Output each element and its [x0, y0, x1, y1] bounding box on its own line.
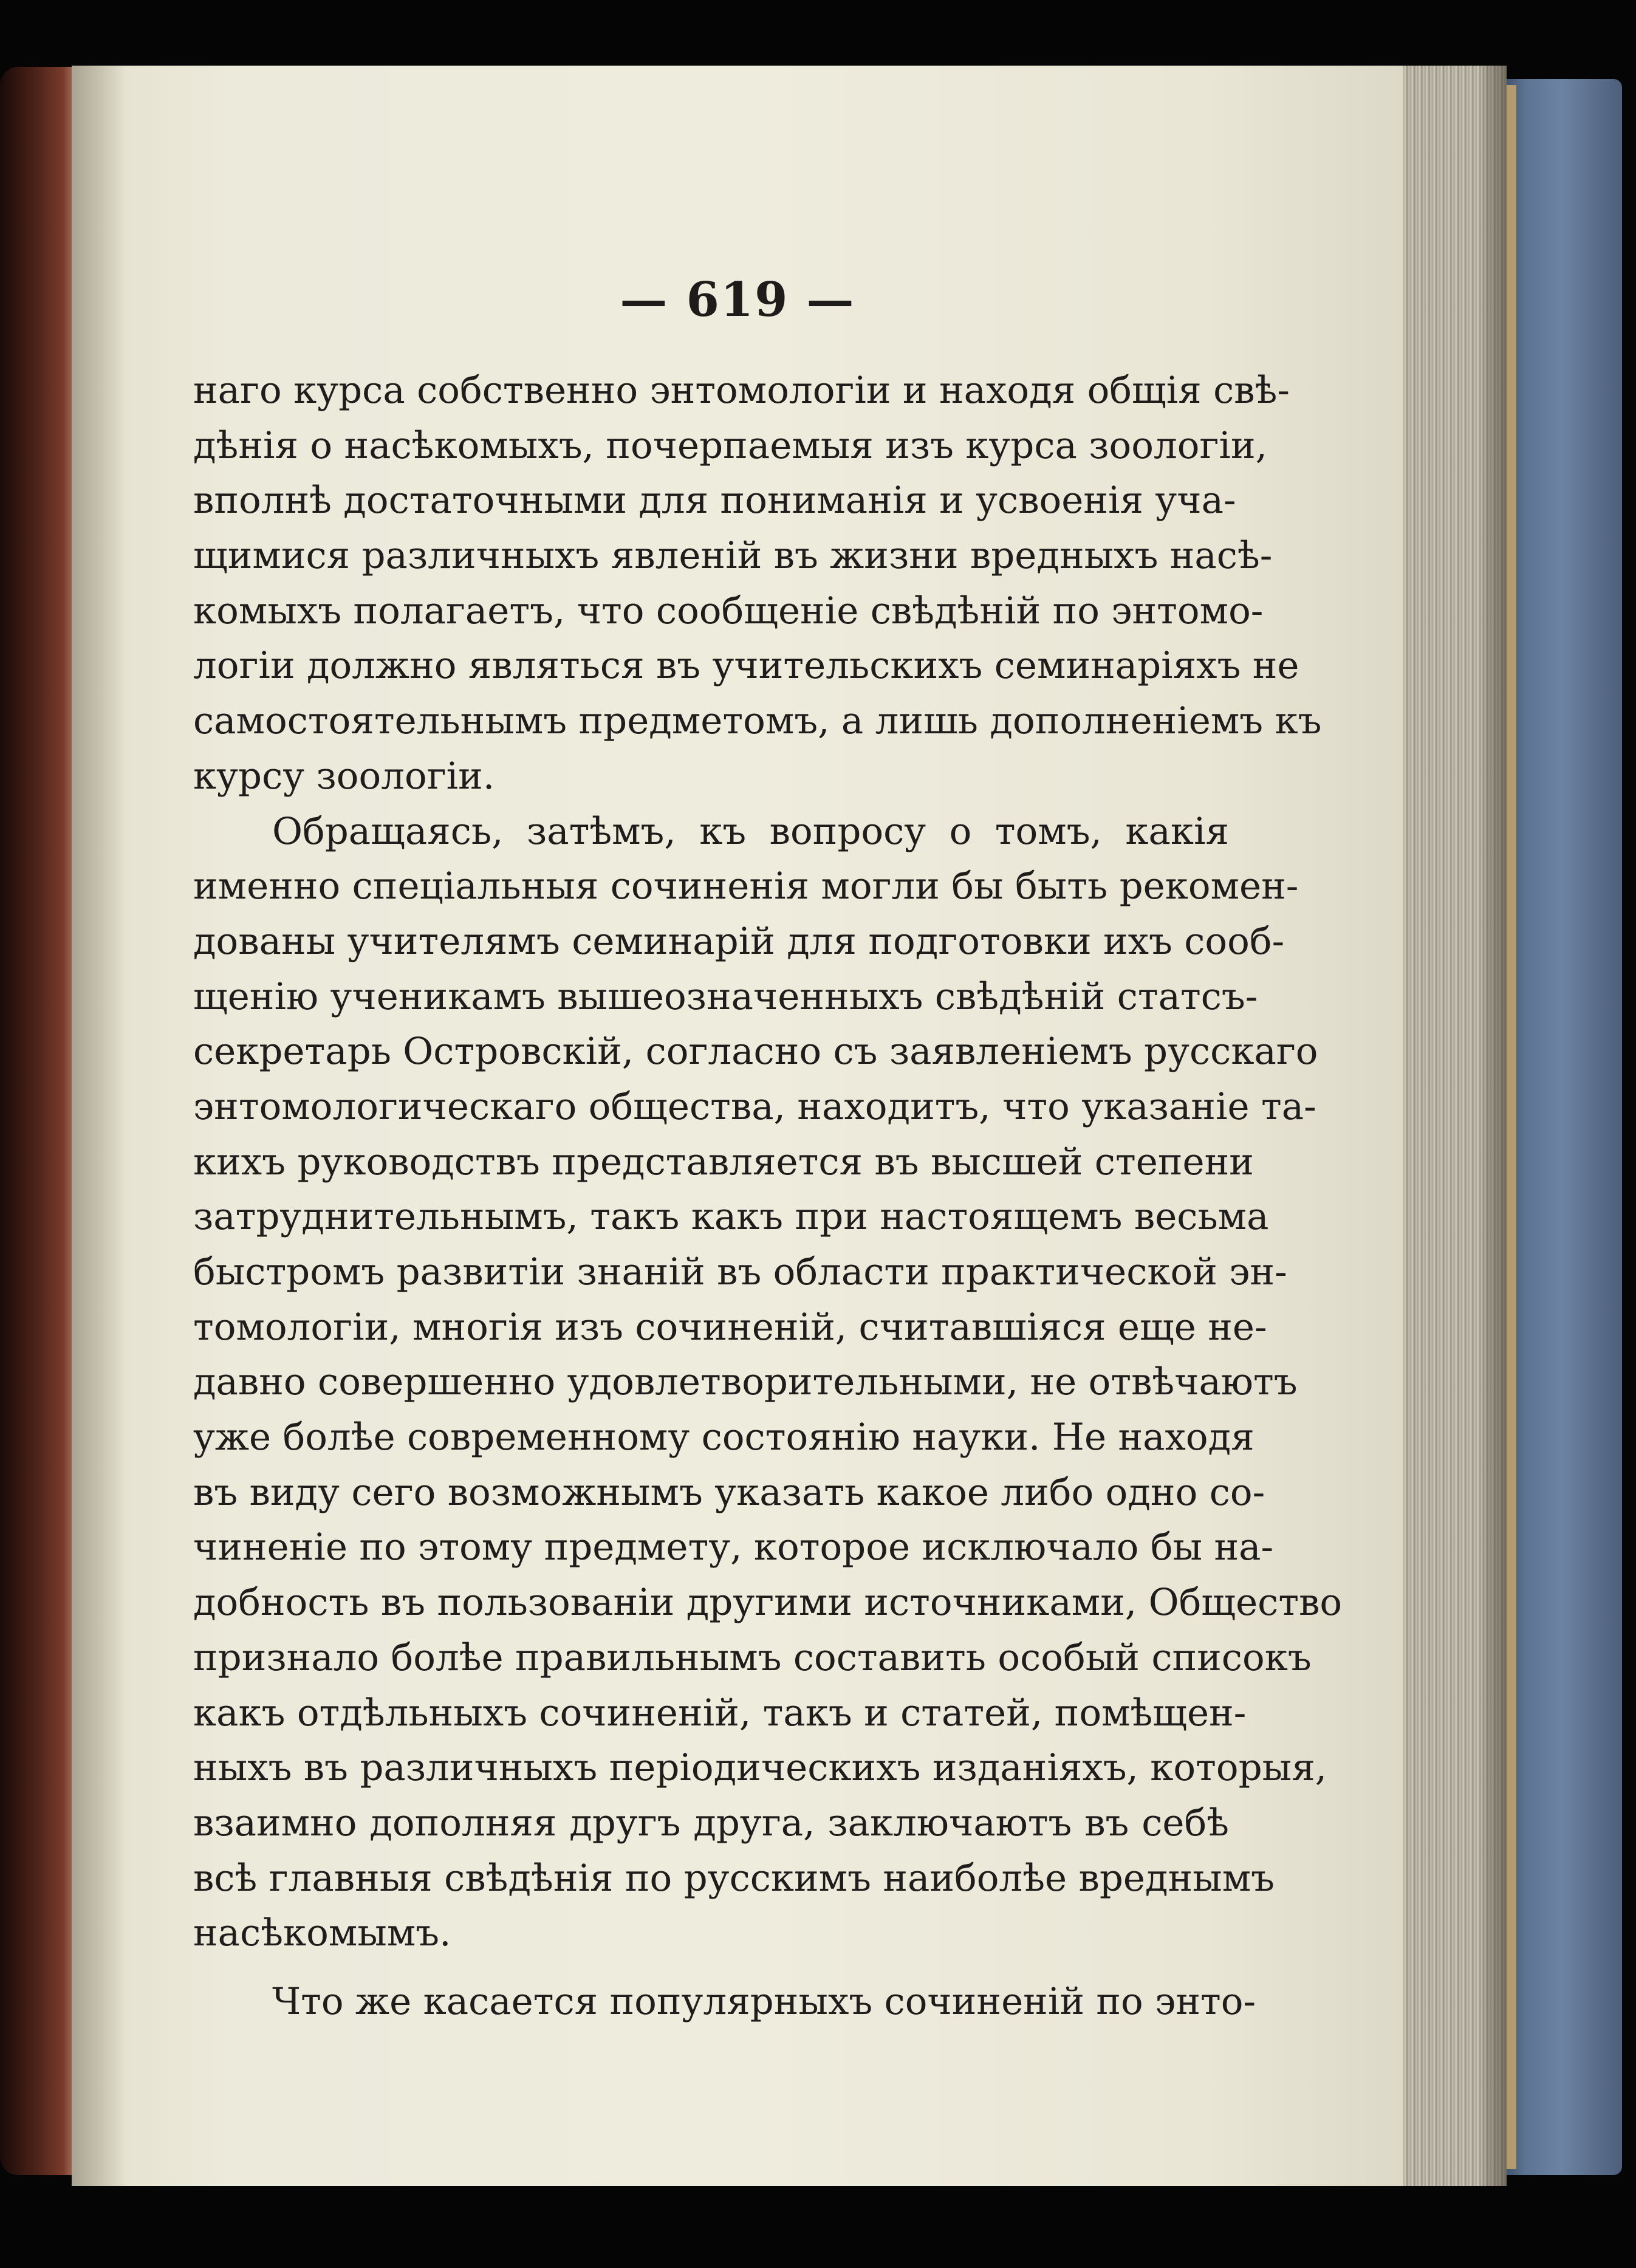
text-line: томологіи, многія изъ сочиненій, считавшіяся еще не-: [193, 1305, 1267, 1349]
text-line: секретарь Островскій, согласно съ заявленіемъ русскаго: [193, 1030, 1318, 1074]
text-line: ныхъ въ различныхъ періодическихъ изданіяхъ, которыя,: [193, 1746, 1327, 1790]
text-line: уже болѣе современному состоянію науки. Не находя: [193, 1416, 1254, 1459]
text-line: какъ отдѣльныхъ сочиненій, такъ и статей, помѣщен-: [193, 1691, 1247, 1735]
text-line: дѣнія о насѣкомыхъ, почерпаемыя изъ курса зоологіи,: [193, 423, 1267, 467]
text-line: наго курса собственно энтомологіи и находя общія свѣ-: [193, 369, 1290, 412]
text-line: дованы учителямъ семинарій для подготовки ихъ сооб-: [193, 919, 1285, 963]
text-line: признало болѣе правильнымъ составить особый списокъ: [193, 1636, 1312, 1679]
text-line: добность въ пользованіи другими источниками, Общество: [193, 1581, 1343, 1625]
text-line: въ виду сего возможнымъ указать какое либо одно со-: [193, 1470, 1265, 1514]
text-line: затруднительнымъ, такъ какъ при настоящемъ весьма: [193, 1195, 1269, 1239]
text-line: щимися различныхъ явленій въ жизни вредныхъ насѣ-: [193, 534, 1273, 578]
text-line: насѣкомымъ.: [193, 1911, 451, 1955]
book-page: [72, 66, 1403, 2186]
text-line: вполнѣ достаточными для пониманія и усвоенія уча-: [193, 479, 1236, 522]
paragraph-start-line: Обращаясь, затѣмъ, къ вопросу о томъ, какія: [272, 809, 1229, 853]
text-line: всѣ главныя свѣдѣнія по русскимъ наиболѣе вреднымъ: [193, 1856, 1275, 1900]
book-cover: [1501, 79, 1622, 2175]
facing-page-edge: [0, 67, 79, 2175]
page-body: [193, 363, 1343, 2030]
page-stack-edge: [1385, 66, 1507, 2186]
text-line: кихъ руководствъ представляется въ высшей степени: [193, 1140, 1254, 1184]
text-line: комыхъ полагаетъ, что сообщеніе свѣдѣній по энтомо-: [193, 589, 1264, 632]
page-number: — 619 —: [620, 272, 855, 327]
text-line: логіи должно являться въ учительскихъ семинаріяхъ не: [193, 644, 1299, 688]
text-line: быстромъ развитіи знаній въ области практической эн-: [193, 1250, 1287, 1293]
text-line: курсу зоологіи.: [193, 754, 495, 798]
text-line: взаимно дополняя другъ друга, заключаютъ въ себѣ: [193, 1801, 1229, 1845]
paragraph-start-line: Что же касается популярныхъ сочиненій по энто-: [272, 1979, 1256, 2023]
text-line: самостоятельнымъ предметомъ, а лишь дополненіемъ къ: [193, 699, 1322, 743]
text-line: именно спеціальныя сочиненія могли бы быть рекомен-: [193, 865, 1299, 908]
text-line: щенію ученикамъ вышеозначенныхъ свѣдѣній статсъ-: [193, 975, 1258, 1018]
paragraph-gap: [193, 1961, 1229, 1975]
text-line: энтомологическаго общества, находитъ, что указаніе та-: [193, 1084, 1316, 1128]
text-line: чиненіе по этому предмету, которое исключало бы на-: [193, 1526, 1274, 1569]
text-line: давно совершенно удовлетворительными, не отвѣчаютъ: [193, 1360, 1298, 1404]
